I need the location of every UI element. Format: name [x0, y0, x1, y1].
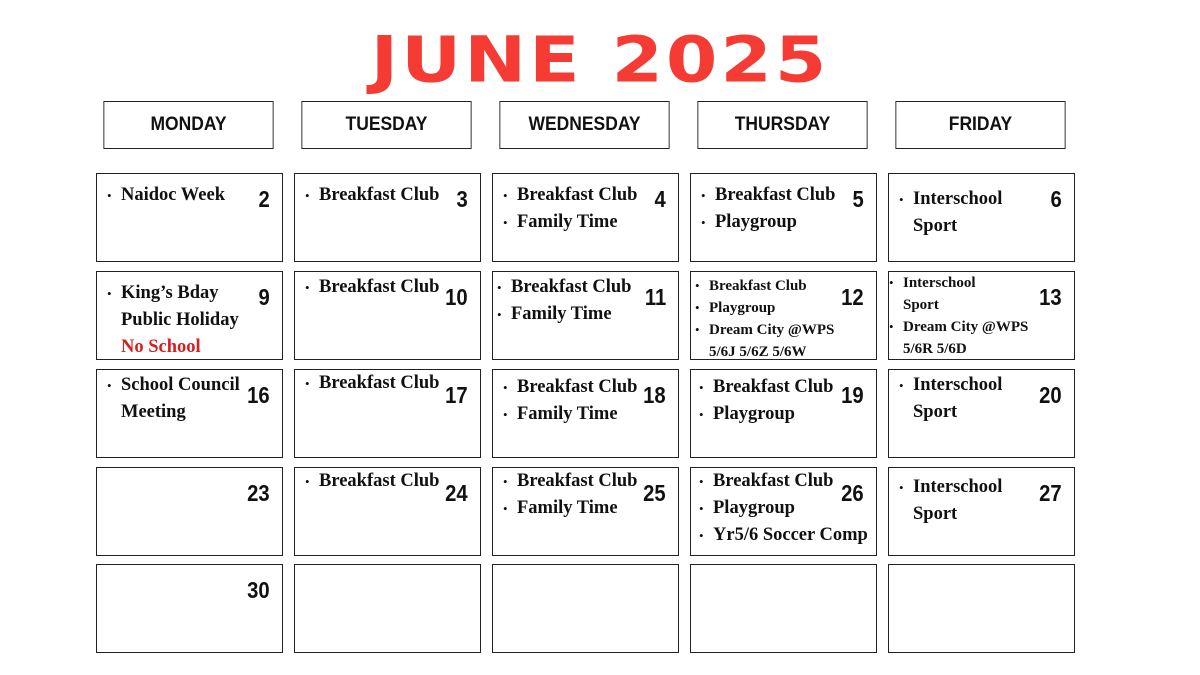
- day-cell: [294, 173, 481, 262]
- event-list: [301, 182, 440, 209]
- event-item: • Interschool: [895, 186, 1034, 213]
- day-number: 9: [258, 284, 270, 310]
- day-cell-empty: [690, 564, 877, 653]
- day-number: 18: [643, 382, 666, 408]
- day-cell-empty: [492, 564, 679, 653]
- event-list: [301, 370, 440, 397]
- event-item: • Breakfast Club: [695, 468, 876, 495]
- event-item: • Breakfast Club: [697, 182, 836, 209]
- event-item: • Family Time: [493, 301, 638, 328]
- event-item-continued: 5/6R 5/6D: [903, 341, 967, 357]
- day-number: 6: [1050, 186, 1062, 212]
- event-list: [895, 372, 1034, 426]
- day-number: 27: [1039, 480, 1062, 506]
- day-number: 30: [247, 577, 270, 603]
- event-list: [103, 280, 242, 360]
- day-cell: [294, 369, 481, 458]
- day-cell: [888, 173, 1075, 262]
- event-list: [895, 186, 1034, 240]
- header-wednesday: WEDNESDAY: [499, 101, 669, 149]
- event-item-continued: Sport: [913, 402, 958, 422]
- event-item: • Playgroup: [697, 209, 836, 236]
- day-cell: [96, 369, 283, 458]
- day-cell: [690, 369, 877, 458]
- event-list: [691, 275, 836, 360]
- event-item: • Playgroup: [695, 401, 836, 428]
- no-school-notice: No School: [121, 337, 201, 357]
- event-list: [695, 374, 836, 428]
- event-item: • Breakfast Club: [499, 468, 638, 495]
- day-cell: [690, 467, 877, 556]
- event-item: • Interschool: [895, 372, 1034, 399]
- event-list: [895, 474, 1034, 528]
- event-item: • Breakfast Club: [499, 182, 638, 209]
- day-number: 24: [445, 480, 468, 506]
- event-list: [103, 182, 242, 209]
- header-monday: MONDAY: [103, 101, 273, 149]
- event-item-continued: Sport: [903, 297, 939, 313]
- event-item: • King’s Bday: [103, 280, 242, 307]
- day-number: 5: [852, 186, 864, 212]
- day-cell: [294, 271, 481, 360]
- event-list: [493, 274, 638, 328]
- event-item: • Family Time: [499, 495, 638, 522]
- day-cell: [690, 173, 877, 262]
- event-item: • Dream City @WPS: [888, 316, 1074, 338]
- day-number: 16: [247, 382, 270, 408]
- calendar-title: JUNE 2025: [370, 23, 830, 97]
- day-cell: [492, 467, 679, 556]
- day-cell-empty: [888, 564, 1075, 653]
- event-item: • School Council: [103, 372, 250, 399]
- event-list: [695, 468, 876, 549]
- day-cell: [492, 173, 679, 262]
- event-item: • Breakfast Club: [493, 274, 638, 301]
- event-item: • Breakfast Club: [301, 370, 440, 397]
- header-tuesday: TUESDAY: [301, 101, 471, 149]
- event-list: [499, 182, 638, 236]
- event-item-continued: Public Holiday: [121, 310, 239, 330]
- event-list: [888, 272, 1074, 360]
- event-item-continued: 5/6J 5/6Z 5/6W: [709, 344, 807, 360]
- day-cell: [96, 271, 283, 360]
- day-number: 10: [445, 284, 468, 310]
- event-item-continued: Sport: [913, 216, 958, 236]
- event-item: • Naidoc Week: [103, 182, 242, 209]
- day-number: 12: [841, 284, 864, 310]
- event-list: [499, 468, 638, 522]
- header-friday: FRIDAY: [895, 101, 1065, 149]
- event-item: • Breakfast Club: [691, 275, 836, 297]
- event-item: • Interschool: [888, 272, 1074, 294]
- day-number: 17: [445, 382, 468, 408]
- event-list: [301, 468, 440, 495]
- day-number: 2: [258, 186, 270, 212]
- event-item: • Dream City @WPS: [691, 319, 836, 341]
- event-item: • Breakfast Club: [301, 274, 440, 301]
- day-number: 19: [841, 382, 864, 408]
- event-item: • Interschool: [895, 474, 1034, 501]
- event-list: [499, 374, 638, 428]
- event-item: • Breakfast Club: [301, 182, 440, 209]
- event-item: • Yr5/6 Soccer Comp: [695, 522, 876, 549]
- day-number: 26: [841, 480, 864, 506]
- day-cell: [690, 271, 877, 360]
- day-cell: [96, 564, 283, 653]
- event-item: • Playgroup: [695, 495, 876, 522]
- event-item: • Breakfast Club: [499, 374, 638, 401]
- day-number: 13: [1039, 284, 1062, 310]
- event-item: • Breakfast Club: [695, 374, 836, 401]
- day-number: 4: [654, 186, 666, 212]
- day-cell-empty: [294, 564, 481, 653]
- event-item-continued: Meeting: [121, 402, 186, 422]
- header-thursday: THURSDAY: [697, 101, 867, 149]
- day-cell: [294, 467, 481, 556]
- event-list: [301, 274, 440, 301]
- day-cell: [96, 173, 283, 262]
- event-item-continued: Sport: [913, 504, 958, 524]
- event-item: • Family Time: [499, 401, 638, 428]
- day-cell: [888, 271, 1075, 360]
- day-number: 25: [643, 480, 666, 506]
- day-cell: [492, 271, 679, 360]
- day-cell: [888, 467, 1075, 556]
- day-number: 3: [456, 186, 468, 212]
- day-cell: [96, 467, 283, 556]
- event-item: • Family Time: [499, 209, 638, 236]
- day-cell: [492, 369, 679, 458]
- event-list: [103, 372, 250, 426]
- event-item: • Breakfast Club: [301, 468, 440, 495]
- day-number: 11: [644, 284, 666, 310]
- day-number: 23: [247, 480, 270, 506]
- day-cell: [888, 369, 1075, 458]
- day-number: 20: [1039, 382, 1062, 408]
- event-list: [697, 182, 836, 236]
- event-item: • Playgroup: [691, 297, 836, 319]
